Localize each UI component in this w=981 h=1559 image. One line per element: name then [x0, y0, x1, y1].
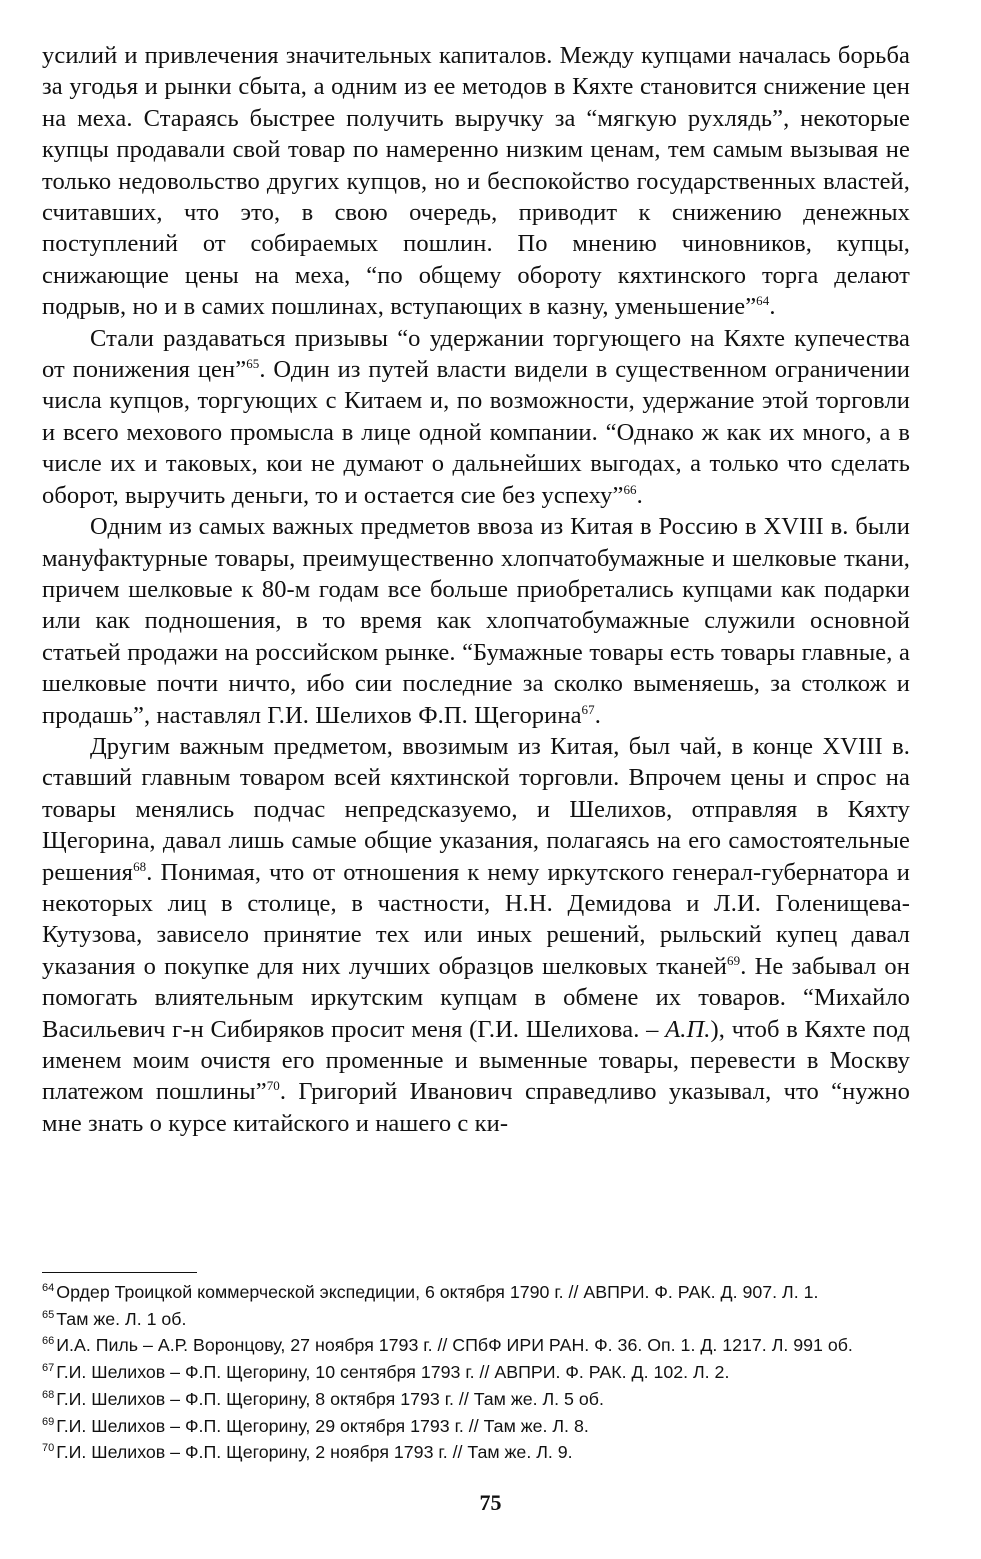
- footnote-ref-66[interactable]: 66: [623, 481, 637, 497]
- page-body: [42, 40, 910, 1139]
- footnote-67: $^{67}$ Г.И. Шелихов – Ф.П. Щегорину, 10 сентября 1793 г. // АВПРИ. Ф. РАК. Д. 102. Л. 2.: [42, 1362, 730, 1383]
- footnote-66: $^{66}$ И.А. Пиль – А.Р. Воронцову, 27 ноября 1793 г. // СПбФ ИРИ РАН. Ф. 36. Оп. 1. Д. 1217. Л. 991 об.: [42, 1335, 853, 1356]
- footnote-ref-64[interactable]: 64: [756, 293, 770, 309]
- paragraph-3: Одним из самых важных предметов ввоза из Китая в Россию в XVIII в. были мануфактурные товары, преимущественно хлопчатобумажные и шелковые ткани, причем шелковые к 80-м годам все больше приобретались купцами как подарки или как подношения, в то время как хлопчатобумажные служили основной статьей продажи на российском рынке. “Бумажные товары есть товары главные, а шелковые почти ничто, ибо сии последние за сколко выменяешь, за столкож и продашь”, наставлял Г.И. Шелихов Ф.П. Щегорина$^{67}$.: [42, 513, 910, 729]
- paragraph-2: Стали раздаваться призывы “о удержании торгующего на Кяхте купечества от понижения цен”$^{65}$. Один из путей власти видели в существенном ограничении числа купцов, торгующих с Китаем и, по возможности, удержание этой торговли и всего мехового промысла в лице одной компании. “Однако ж как их много, а в числе их и таковых, кои не думают о дальнейших выгодах, а только что сделать оборот, выручить деньги, то и остается сие без успеху”$^{66}$.: [42, 324, 910, 509]
- footnote-divider: [42, 1272, 197, 1273]
- paragraph-4: Другим важным предметом, ввозимым из Китая, был чай, в конце XVIII в. ставший главным товаром всей кяхтинской торговли. Впрочем цены и спрос на товары менялись подчас непредсказуемо, и Шелихов, отправляя в Кяхту Щегорина, давал лишь самые общие указания, полагаясь на его самостоятельные решения$^{68}$. Понимая, что от отношения к нему иркутского генерал-губернатора и некоторых лиц в столице, в частности, Н.Н. Демидова и Л.И. Голенищева-Кутузова, зависело принятие тех или иных решений, рыльский купец давал указания о покупке для них лучших образцов шелковых тканей$^{69}$. Не забывал он помогать влиятельным иркутским купцам в обмене их товаров. “Михайло Васильевич г-н Сибиряков просит меня (Г.И. Шелихова. – А.П.), чтоб в Кяхте под именем моим очистя его променные и выменные товары, перевести в Москву платежом пошлины”$^{70}$. Григорий Иванович справедливо указывал, что “нужно мне знать о курсе китайского и нашего с ки-: [42, 732, 910, 1137]
- footnote-ref-70[interactable]: 70: [266, 1078, 280, 1094]
- page-number: 75: [479, 1490, 502, 1515]
- footnote-ref-67[interactable]: 67: [581, 701, 595, 717]
- footnote-ref-65[interactable]: 65: [246, 355, 260, 371]
- footnote-65: $^{65}$ Там же. Л. 1 об.: [42, 1308, 187, 1329]
- footnotes-section: [42, 1272, 912, 1464]
- author-initials: А.П.: [665, 1015, 711, 1043]
- footnote-64: $^{64}$ Ордер Троицкой коммерческой экспедиции, 6 октября 1790 г. // АВПРИ. Ф. РАК. Д. 907. Л. 1.: [42, 1281, 819, 1302]
- footnote-ref-68[interactable]: 68: [133, 858, 147, 874]
- footnote-68: $^{68}$ Г.И. Шелихов – Ф.П. Щегорину, 8 октября 1793 г. // Там же. Л. 5 об.: [42, 1388, 604, 1409]
- footnote-ref-69[interactable]: 69: [727, 952, 741, 968]
- footnote-70: $^{70}$ Г.И. Шелихов – Ф.П. Щегорину, 2 ноября 1793 г. // Там же. Л. 9.: [42, 1442, 573, 1463]
- footnote-69: $^{69}$ Г.И. Шелихов – Ф.П. Щегорину, 29 октября 1793 г. // Там же. Л. 8.: [42, 1415, 589, 1436]
- paragraph-1: усилий и привлечения значительных капиталов. Между купцами началась борьба за угодья и рынки сбыта, а одним из ее методов в Кяхте становится снижение цен на меха. Стараясь быстрее получить выручку за “мягкую рухлядь”, некоторые купцы продавали свой товар по намеренно низким ценам, тем самым вызывая не только недовольство других купцов, но и беспокойство государственных властей, считавших, что это, в свою очередь, приводит к снижению денежных поступлений от собираемых пошлин. По мнению чиновников, купцы, снижающие цены на меха, “по общему обороту кяхтинского торга делают подрыв, но и в самих пошлинах, вступающих в казну, уменьшение”$^{64}$.: [42, 42, 910, 321]
